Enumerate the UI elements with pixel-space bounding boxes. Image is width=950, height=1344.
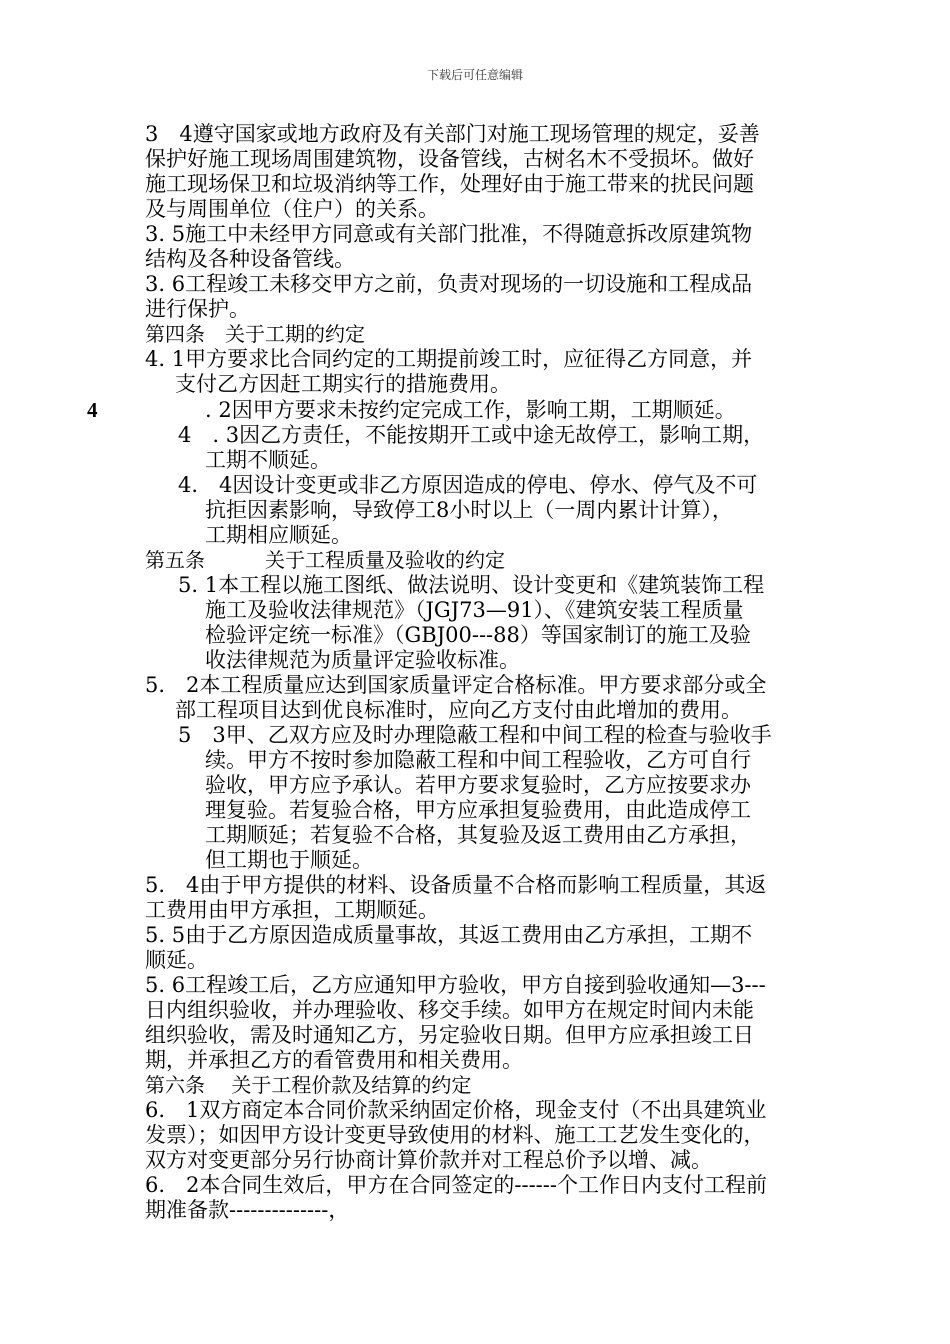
text-line: 发票）；如因甲方设计变更导致使用的材料、施工工艺发生变化的， bbox=[145, 1123, 765, 1147]
text-line: 工期不顺延。 bbox=[205, 448, 331, 472]
section-heading: 第六条 关于工程价款及结算的约定 bbox=[145, 1073, 472, 1097]
text-line: 验收，甲方应予承认。若甲方要求复验时，乙方应按要求办 bbox=[205, 773, 751, 797]
text-line: 工期相应顺延。 bbox=[205, 523, 352, 547]
text-line: 工费用由甲方承担，工期顺延。 bbox=[145, 898, 439, 922]
text-line: 部工程项目达到优良标准时，应向乙方支付由此增加的费用。 bbox=[175, 698, 742, 722]
text-line: 4. 4因设计变更或非乙方原因造成的停电、停水、停气及不可 bbox=[178, 473, 758, 497]
text-line: 双方对变更部分另行协商计算价款并对工程总价予以增、减。 bbox=[145, 1148, 712, 1172]
text-line: 保护好施工现场周围建筑物，设备管线，古树名木不受损坏。做好 bbox=[145, 147, 754, 171]
text-line: 理复验。若复验合格，甲方应承担复验费用，由此造成停工 bbox=[205, 798, 751, 822]
text-line: 6. 2本合同生效后，甲方在合同签定的------个工作日内支付工程前 bbox=[145, 1173, 767, 1197]
text-line: 3 4遵守国家或地方政府及有关部门对施工现场管理的规定，妥善 bbox=[145, 122, 760, 146]
text-line: 施工及验收法律规范》（JGJ73—91）、《建筑安装工程质量 bbox=[205, 598, 744, 622]
text-line: 5 3甲、乙双方应及时办理隐蔽工程和中间工程的检查与验收手 bbox=[178, 723, 772, 747]
text-line: 支付乙方因赶工期实行的措施费用。 bbox=[175, 372, 511, 396]
text-line: 检验评定统一标准》（GBJ00---88）等国家制订的施工及验 bbox=[205, 623, 751, 647]
text-line: 4. 1甲方要求比合同约定的工期提前竣工时，应征得乙方同意，并 bbox=[145, 347, 753, 371]
item-number: 4 bbox=[87, 398, 98, 422]
text-line: 顺延。 bbox=[145, 948, 208, 972]
text-line: 日内组织验收，并办理验收、移交手续。如甲方在规定时间内未能 bbox=[145, 998, 754, 1022]
text-line: 5. 6工程竣工后，乙方应通知甲方验收，甲方自接到验收通知—3--- bbox=[145, 973, 766, 997]
text-line: 施工现场保卫和垃圾消纳等工作，处理好由于施工带来的扰民问题 bbox=[145, 172, 754, 196]
text-line: 5. 2本工程质量应达到国家质量评定合格标准。甲方要求部分或全 bbox=[145, 673, 767, 697]
page-header-note: 下载后可任意编辑 bbox=[426, 68, 523, 82]
text-line: 5. 5由于乙方原因造成质量事故，其返工费用由乙方承担，工期不 bbox=[145, 923, 753, 947]
text-line: 6. 1双方商定本合同价款采纳固定价格，现金支付（不出具建筑业 bbox=[145, 1098, 767, 1122]
text-line: 抗拒因素影响，导致停工8小时以上（一周内累计计算）， bbox=[205, 498, 733, 522]
section-heading: 第五条 关于工程质量及验收的约定 bbox=[145, 548, 505, 572]
text-line: 4 . 3因乙方责任，不能按期开工或中途无故停工，影响工期， bbox=[178, 423, 765, 447]
text-line: 期，并承担乙方的看管费用和相关费用。 bbox=[145, 1048, 523, 1072]
text-line: 收法律规范为质量评定验收标准。 bbox=[205, 648, 520, 672]
text-line: 期准备款--------------， bbox=[145, 1198, 350, 1222]
text-line: 组织验收，需及时通知乙方，另定验收日期。但甲方应承担竣工日 bbox=[145, 1023, 754, 1047]
text-line: 进行保护。 bbox=[145, 297, 250, 321]
text-line: 工期顺延；若复验不合格，其复验及返工费用由乙方承担， bbox=[205, 823, 751, 847]
text-line: 3. 6工程竣工未移交甲方之前，负责对现场的一切设施和工程成品 bbox=[145, 272, 753, 296]
text-line: . 2因甲方要求未按约定完成工作，影响工期，工期顺延。 bbox=[205, 398, 736, 422]
text-line: 结构及各种设备管线。 bbox=[145, 247, 355, 271]
section-heading: 第四条 关于工期的约定 bbox=[145, 322, 365, 346]
text-line: 续。甲方不按时参加隐蔽工程和中间工程验收，乙方可自行 bbox=[205, 748, 751, 772]
text-line: 5. 1本工程以施工图纸、做法说明、设计变更和《建筑装饰工程 bbox=[178, 573, 765, 597]
text-line: 3. 5施工中未经甲方同意或有关部门批准，不得随意拆改原建筑物 bbox=[145, 222, 753, 246]
text-line: 及与周围单位（住户）的关系。 bbox=[145, 197, 439, 221]
text-line: 但工期也于顺延。 bbox=[205, 848, 373, 872]
text-line: 5. 4由于甲方提供的材料、设备质量不合格而影响工程质量，其返 bbox=[145, 873, 767, 897]
